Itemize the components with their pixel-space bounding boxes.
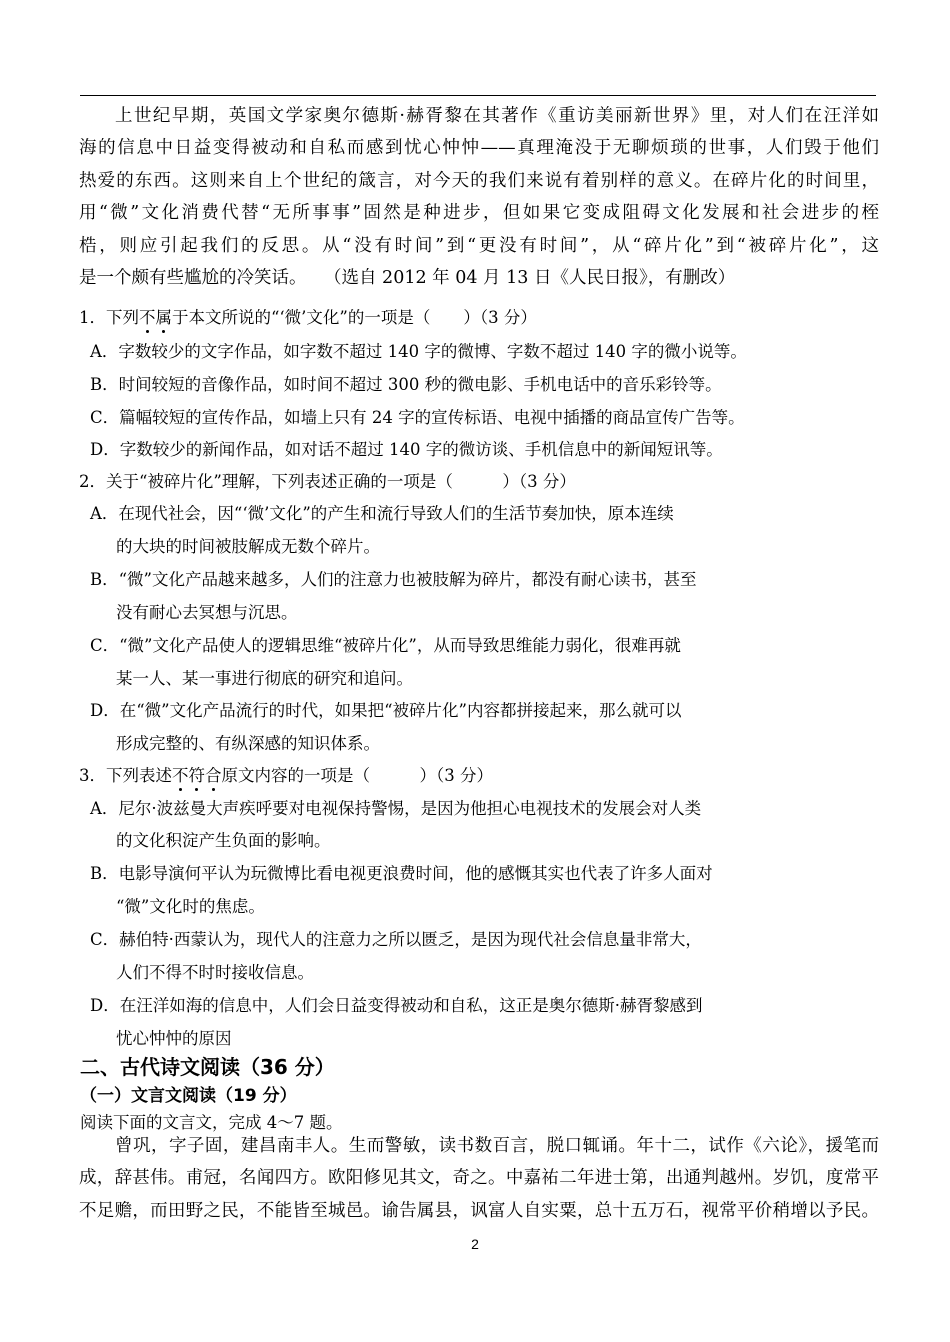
section-instruction: 阅读下面的文言文，完成 4～7 题。 (80, 1113, 343, 1132)
question-stem-text: 于本文所说的“‘微’文化”的一项是（ ）（3 分） (172, 308, 537, 327)
emphasis-char: 不 (172, 762, 189, 786)
question-2-option-d: D．在“微”文化产品流行的时代，如果把“被碎片化”内容都拼接起来，那么就可以 (90, 701, 682, 720)
question-1-option-a: A．字数较少的文字作品，如字数不超过 140 字的微博、字数不超过 140 字的微小说等。 (90, 342, 747, 361)
classical-text-line: 成，辞甚伟。甫冠，名闻四方。欧阳修见其文，奇之。中嘉祐二年进士第，出通判越州。岁饥，度常平 (79, 1168, 879, 1189)
section-title: 二、古代诗文阅读（36 分） (80, 1055, 335, 1079)
question-stem-text: 原文内容的一项是（ ）（3 分） (221, 766, 493, 785)
question-3-option-b-cont: “微”文化时的焦虑。 (116, 897, 265, 916)
header-rule (80, 95, 876, 96)
passage-line: 梏，则应引起我们的反思。从“没有时间”到“更没有时间”，从“碎片化”到“被碎片化”，这 (79, 235, 879, 256)
question-3-option-d: D．在汪洋如海的信息中，人们会日益变得被动和自私，这正是奥尔德斯·赫胥黎感到 (90, 996, 703, 1015)
emphasis-char: 符 (189, 762, 206, 786)
question-3-option-d-cont: 忧心忡忡的原因 (116, 1029, 232, 1048)
question-stem-text: 1．下列 (79, 308, 139, 327)
section-subtitle: （一）文言文阅读（19 分） (80, 1086, 297, 1106)
passage (79, 100, 879, 294)
question-3-option-a-cont: 的文化积淀产生负面的影响。 (116, 831, 331, 850)
classical-text (79, 1130, 879, 1227)
page-number: 2 (471, 1236, 479, 1252)
question-1-stem (79, 304, 537, 328)
question-3-option-b: B．电影导演何平认为玩微博比看电视更浪费时间，他的感慨其实也代表了许多人面对 (90, 864, 713, 883)
passage-line: 海的信息中日益变得被动和自私而感到忧心忡忡——真理淹没于无聊烦琐的世事，人们毁于他们 (79, 138, 879, 159)
question-stem-text: 3．下列表述 (79, 766, 172, 785)
emphasis-char: 不 (139, 304, 156, 328)
question-1-option-c: C．篇幅较短的宣传作品，如墙上只有 24 字的宣传标语、电视中插播的商品宣传广告等。 (90, 408, 745, 427)
question-3-option-c-cont: 人们不得不时时接收信息。 (116, 963, 314, 982)
passage-line: 是一个颇有些尴尬的冷笑话。 （选自 2012 年 04 月 13 日《人民日报》，有删改） (79, 268, 736, 289)
classical-text-line: 不足赡，而田野之民，不能皆至城邑。谕告属县，讽富人自实粟，总十五万石，视常平价稍增以予民。 (79, 1200, 879, 1221)
question-3-option-a: A．尼尔·波兹曼大声疾呼要对电视保持警惕，是因为他担心电视技术的发展会对人类 (90, 799, 702, 818)
question-2-stem: 2．关于“被碎片化”理解，下列表述正确的一项是（ ）（3 分） (79, 472, 576, 491)
question-2-option-d-cont: 形成完整的、有纵深感的知识体系。 (116, 734, 380, 753)
question-2-option-a: A．在现代社会，因“‘微’文化”的产生和流行导致人们的生活节奏加快，原本连续 (90, 504, 674, 523)
question-1-option-b: B．时间较短的音像作品，如时间不超过 300 秒的微电影、手机电话中的音乐彩铃等。 (90, 375, 722, 394)
classical-text-line: 曾巩，字子固，建昌南丰人。生而警敏，读书数百言，脱口辄诵。年十二，试作《六论》，援笔而 (115, 1136, 879, 1156)
passage-line: 上世纪早期，英国文学家奥尔德斯·赫胥黎在其著作《重访美丽新世界》里，对人们在汪洋如 (115, 106, 879, 126)
question-2-option-c: C．“微”文化产品使人的逻辑思维“被碎片化”，从而导致思维能力弱化，很难再就 (90, 636, 681, 655)
question-3-option-c: C．赫伯特·西蒙认为，现代人的注意力之所以匮乏，是因为现代社会信息量非常大， (90, 930, 702, 949)
question-2-option-b: B．“微”文化产品越来越多，人们的注意力也被肢解为碎片，都没有耐心读书，甚至 (90, 570, 697, 589)
question-3-stem (79, 762, 493, 786)
question-2-option-c-cont: 某一人、某一事进行彻底的研究和追问。 (116, 669, 413, 688)
question-2-option-b-cont: 没有耐心去冥想与沉思。 (116, 603, 298, 622)
question-1-option-d: D．字数较少的新闻作品，如对话不超过 140 字的微访谈、手机信息中的新闻短讯等。 (90, 440, 723, 459)
passage-line: 用“微”文化消费代替“无所事事”固然是种进步，但如果它变成阻碍文化发展和社会进步的桎 (79, 203, 879, 224)
emphasis-char: 合 (205, 762, 222, 786)
question-2-option-a-cont: 的大块的时间被肢解成无数个碎片。 (116, 537, 380, 556)
passage-line: 热爱的东西。这则来自上个世纪的箴言，对今天的我们来说有着别样的意义。在碎片化的时间里， (79, 170, 879, 191)
emphasis-char: 属 (156, 304, 173, 328)
